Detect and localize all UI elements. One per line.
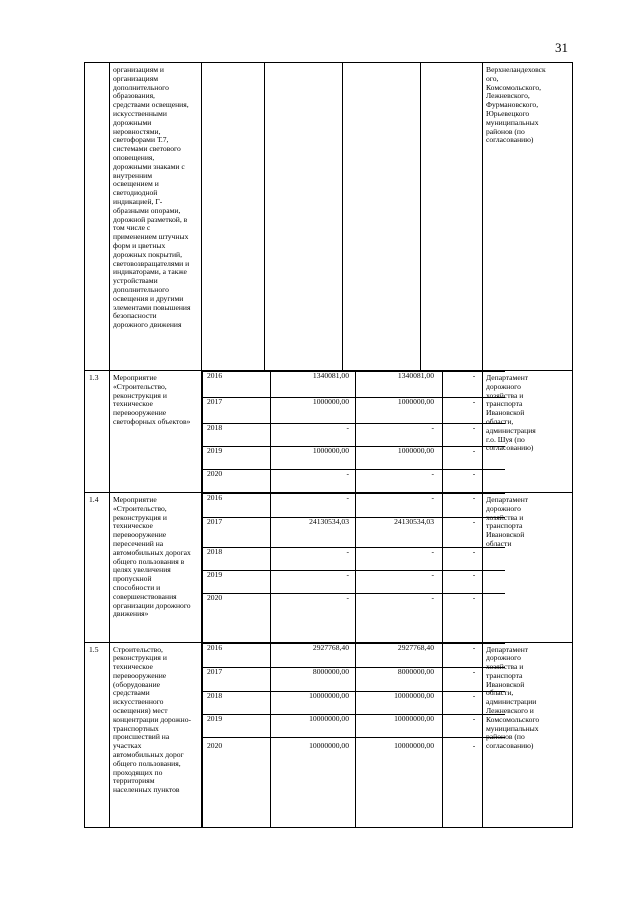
year-row xyxy=(203,398,506,424)
federal-budget-cell: 10000000,00 xyxy=(356,691,443,714)
page-number: 31 xyxy=(555,40,568,55)
total-cell: - xyxy=(271,424,356,447)
total-cell: 24130534,03 xyxy=(271,518,356,548)
row-number: 1.3 xyxy=(85,371,110,493)
regional-budget-cell: - xyxy=(443,667,506,691)
federal-budget-cell: - xyxy=(356,571,443,594)
responsible-executor: Департамент дорожного хозяйства и транспорта Ивановской области, администрации Лежневского и Комсомольского муниципальных районов (по согласованию) xyxy=(483,642,573,828)
year-row xyxy=(203,691,506,714)
regional-budget-cell: - xyxy=(443,447,506,470)
total-cell: - xyxy=(271,494,356,518)
federal-budget-cell: 8000000,00 xyxy=(356,667,443,691)
total-cell: 1340081,00 xyxy=(271,372,356,398)
total-cell: 10000000,00 xyxy=(271,714,356,737)
federal-budget-cell: 1340081,00 xyxy=(356,372,443,398)
total-cell: 8000000,00 xyxy=(271,667,356,691)
year-row xyxy=(203,494,506,518)
year-cell: 2020 xyxy=(203,470,271,493)
regional-budget-cell: - xyxy=(443,518,506,548)
total-cell: - xyxy=(271,470,356,493)
funding-grid xyxy=(202,642,483,828)
year-row xyxy=(203,470,506,493)
federal-budget-cell: 24130534,03 xyxy=(356,518,443,548)
measure-name: Строительство, реконструкция и техническое перевооружение (оборудование средствами искусственного освещения) мест концентрации дорожно- транспортных происшествий на участках автомобильных дорог общего пользования, проходящих по территориям населенных пунктов xyxy=(110,642,202,828)
total-cell: 10000000,00 xyxy=(271,737,356,827)
measure-name: организациям и организациям дополнительного образования, средствами освещения, искусственными дорожными неровностями, светофорами Т.7, системами светового оповещения, дорожными знаками с внутренним освещением и светодиодной индикацией, Г- образными опорами, дорожной разметкой, в том числе с применением штучных форм и цветных дорожных покрытий, световозвращателями и индикаторами, а также устройствами дополнительного освещения и другими элементами повышения безопасности дорожного движения xyxy=(110,63,202,371)
table-row xyxy=(85,642,573,828)
total-cell: 1000000,00 xyxy=(271,447,356,470)
federal-budget-cell xyxy=(343,63,421,371)
row-number: 1.5 xyxy=(85,642,110,828)
year-row xyxy=(203,594,506,642)
row-number xyxy=(85,63,110,371)
federal-budget-cell: 10000000,00 xyxy=(356,714,443,737)
year-row xyxy=(203,667,506,691)
year-row xyxy=(203,571,506,594)
funding-grid xyxy=(202,371,483,493)
year-cell: 2017 xyxy=(203,518,271,548)
year-cell: 2019 xyxy=(203,447,271,470)
table-row xyxy=(85,63,573,371)
federal-budget-cell: - xyxy=(356,424,443,447)
year-cell: 2018 xyxy=(203,691,271,714)
year-cell: 2016 xyxy=(203,643,271,667)
year-cell: 2017 xyxy=(203,667,271,691)
total-cell: - xyxy=(271,548,356,571)
year-row xyxy=(203,714,506,737)
regional-budget-cell xyxy=(421,63,483,371)
total-cell: 2927768,40 xyxy=(271,643,356,667)
year-cell: 2016 xyxy=(203,494,271,518)
responsible-executor: Департамент дорожного хозяйства и транспорта Ивановской области, администрация г.о. Шуя (по согласованию) xyxy=(483,371,573,493)
regional-budget-cell: - xyxy=(443,643,506,667)
measure-name: Мероприятие «Строительство, реконструкция и техническое перевооружение светофорных объектов» xyxy=(110,371,202,493)
program-table xyxy=(84,62,573,828)
year-row xyxy=(203,372,506,398)
table-row xyxy=(85,371,573,493)
regional-budget-cell: - xyxy=(443,737,506,827)
regional-budget-cell: - xyxy=(443,494,506,518)
regional-budget-cell: - xyxy=(443,372,506,398)
year-cell: 2019 xyxy=(203,714,271,737)
regional-budget-cell: - xyxy=(443,594,506,642)
year-cell: 2018 xyxy=(203,548,271,571)
federal-budget-cell: - xyxy=(356,594,443,642)
measure-name: Мероприятие «Строительство, реконструкция и техническое перевооружение пересечений на автомобильных дорогах общего пользования в целях увеличения пропускной способности и совершенствования организации дорожного движения» xyxy=(110,493,202,643)
row-number: 1.4 xyxy=(85,493,110,643)
year-row xyxy=(203,643,506,667)
year-row xyxy=(203,548,506,571)
total-cell: 1000000,00 xyxy=(271,398,356,424)
total-cell xyxy=(265,63,343,371)
year-row xyxy=(203,518,506,548)
year-cell: 2020 xyxy=(203,594,271,642)
regional-budget-cell: - xyxy=(443,398,506,424)
regional-budget-cell: - xyxy=(443,691,506,714)
year-cell: 2017 xyxy=(203,398,271,424)
funding-grid xyxy=(202,493,483,643)
regional-budget-cell: - xyxy=(443,424,506,447)
responsible-executor: Верхнеландеховск ого, Комсомольского, Лежневского, Фурмановского, Юрьевецкого муниципальных районов (по согласованию) xyxy=(483,63,573,371)
total-cell: - xyxy=(271,594,356,642)
table-row xyxy=(85,493,573,643)
federal-budget-cell: 2927768,40 xyxy=(356,643,443,667)
year-row xyxy=(203,447,506,470)
responsible-executor: Департамент дорожного хозяйства и транспорта Ивановской области xyxy=(483,493,573,643)
year-cell xyxy=(202,63,265,371)
federal-budget-cell: - xyxy=(356,494,443,518)
total-cell: 10000000,00 xyxy=(271,691,356,714)
year-cell: 2018 xyxy=(203,424,271,447)
year-cell: 2016 xyxy=(203,372,271,398)
regional-budget-cell: - xyxy=(443,548,506,571)
total-cell: - xyxy=(271,571,356,594)
regional-budget-cell: - xyxy=(443,571,506,594)
federal-budget-cell: 10000000,00 xyxy=(356,737,443,827)
year-cell: 2019 xyxy=(203,571,271,594)
year-row xyxy=(203,737,506,827)
year-cell: 2020 xyxy=(203,737,271,827)
federal-budget-cell: - xyxy=(356,548,443,571)
year-row xyxy=(203,424,506,447)
federal-budget-cell: 1000000,00 xyxy=(356,398,443,424)
federal-budget-cell: 1000000,00 xyxy=(356,447,443,470)
regional-budget-cell: - xyxy=(443,470,506,493)
federal-budget-cell: - xyxy=(356,470,443,493)
regional-budget-cell: - xyxy=(443,714,506,737)
